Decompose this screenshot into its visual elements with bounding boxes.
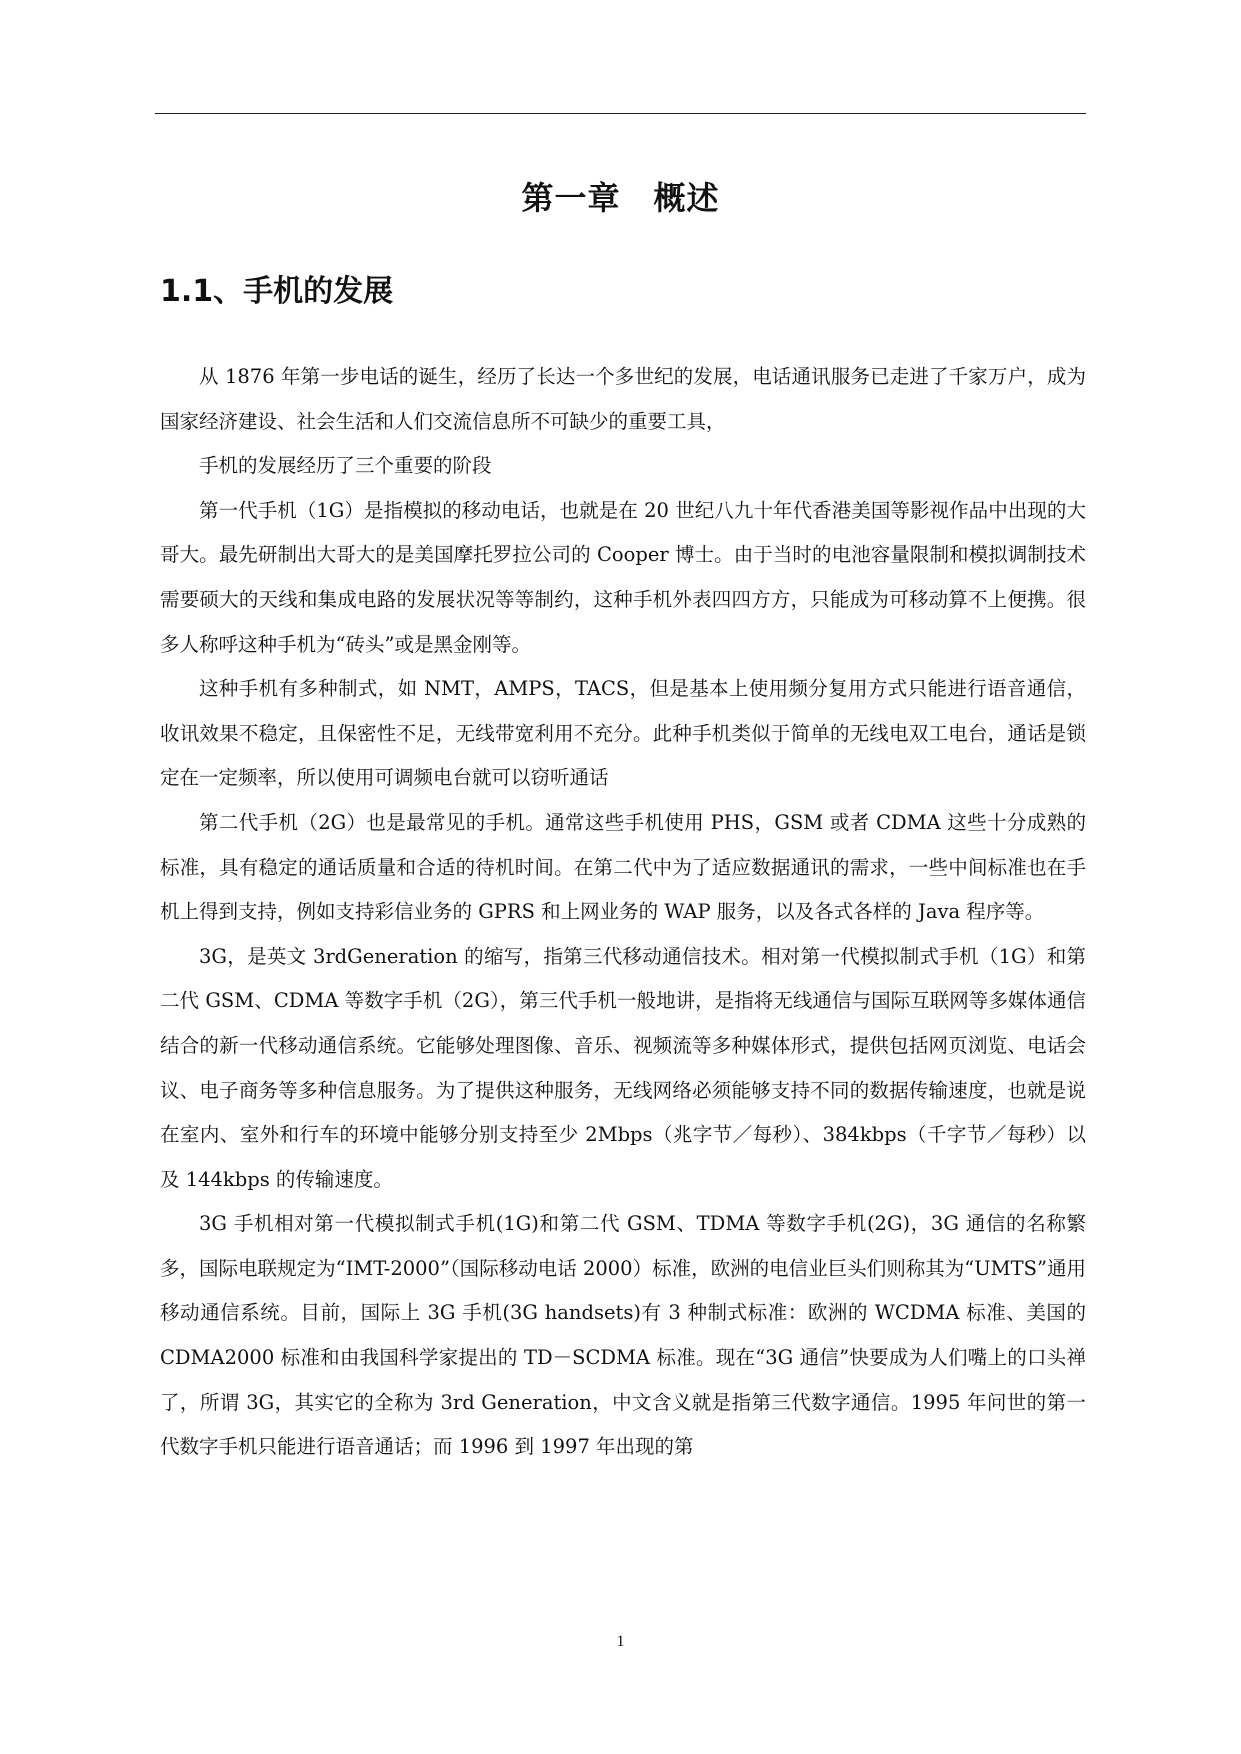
- paragraph: 这种手机有多种制式，如 NMT，AMPS，TACS，但是基本上使用频分复用方式只能进行语音通信，收讯效果不稳定，且保密性不足，无线带宽利用不充分。此种手机类似于简单的无线电双工电台，通话是锁定在一定频率，所以使用可调频电台就可以窃听通话: [160, 677, 1086, 790]
- paragraph: 第一代手机（1G）是指模拟的移动电话，也就是在 20 世纪八九十年代香港美国等影视作品中出现的大哥大。最先研制出大哥大的是美国摩托罗拉公司的 Cooper 博士。由于当时的电池容量限制和模拟调制技术需要硕大的天线和集成电路的发展状况等等制约，这种手机外表四四方方，只能成为可移动算不上便携。很多人称呼这种手机为“砖头”或是黑金刚等。: [160, 498, 1086, 656]
- header-rule: [155, 113, 1086, 114]
- chapter-title: 第一章 概述: [521, 179, 720, 217]
- paragraph: 从 1876 年第一步电话的诞生，经历了长达一个多世纪的发展，电话通讯服务已走进了千家万户，成为国家经济建设、社会生活和人们交流信息所不可缺少的重要工具，: [160, 365, 1086, 433]
- body-text: [160, 355, 1086, 1470]
- paragraph: 3G 手机相对第一代模拟制式手机(1G)和第二代 GSM、TDMA 等数字手机(2G)，3G 通信的名称繁多，国际电联规定为“IMT-2000”（国际移动电话 2000）标准，欧洲的电信业巨头们则称其为“UMTS”通用移动通信系统。目前，国际上 3G 手机(3G handsets)有 3 种制式标准：欧洲的 WCDMA 标准、美国的 CDMA2000 标准和由我国科学家提出的 TD－SCDMA 标准。现在“3G 通信”快要成为人们嘴上的口头禅了，所谓 3G，其实它的全称为 3rd Generation，中文含义就是指第三代数字通信。1995 年问世的第一代数字手机只能进行语音通话；而 1996 到 1997 年出现的第: [160, 1212, 1086, 1459]
- page-number: 1: [616, 1633, 625, 1650]
- paragraph: 3G，是英文 3rdGeneration 的缩写，指第三代移动通信技术。相对第一代模拟制式手机（1G）和第二代 GSM、CDMA 等数字手机（2G），第三代手机一般地讲，是指将无线通信与国际互联网等多媒体通信结合的新一代移动通信系统。它能够处理图像、音乐、视频流等多种媒体形式，提供包括网页浏览、电话会议、电子商务等多种信息服务。为了提供这种服务，无线网络必须能够支持不同的数据传输速度，也就是说在室内、室外和行车的环境中能够分别支持至少 2Mbps（兆字节／每秒）、384kbps（千字节／每秒）以及 144kbps 的传输速度。: [160, 944, 1086, 1191]
- paragraph: 第二代手机（2G）也是最常见的手机。通常这些手机使用 PHS，GSM 或者 CDMA 这些十分成熟的标准，具有稳定的通话质量和合适的待机时间。在第二代中为了适应数据通讯的需求，一些中间标准也在手机上得到支持，例如支持彩信业务的 GPRS 和上网业务的 WAP 服务，以及各式各样的 Java 程序等。: [160, 810, 1086, 924]
- paragraph: 手机的发展经历了三个重要的阶段: [199, 454, 492, 478]
- section-heading: 1.1、手机的发展: [160, 274, 394, 309]
